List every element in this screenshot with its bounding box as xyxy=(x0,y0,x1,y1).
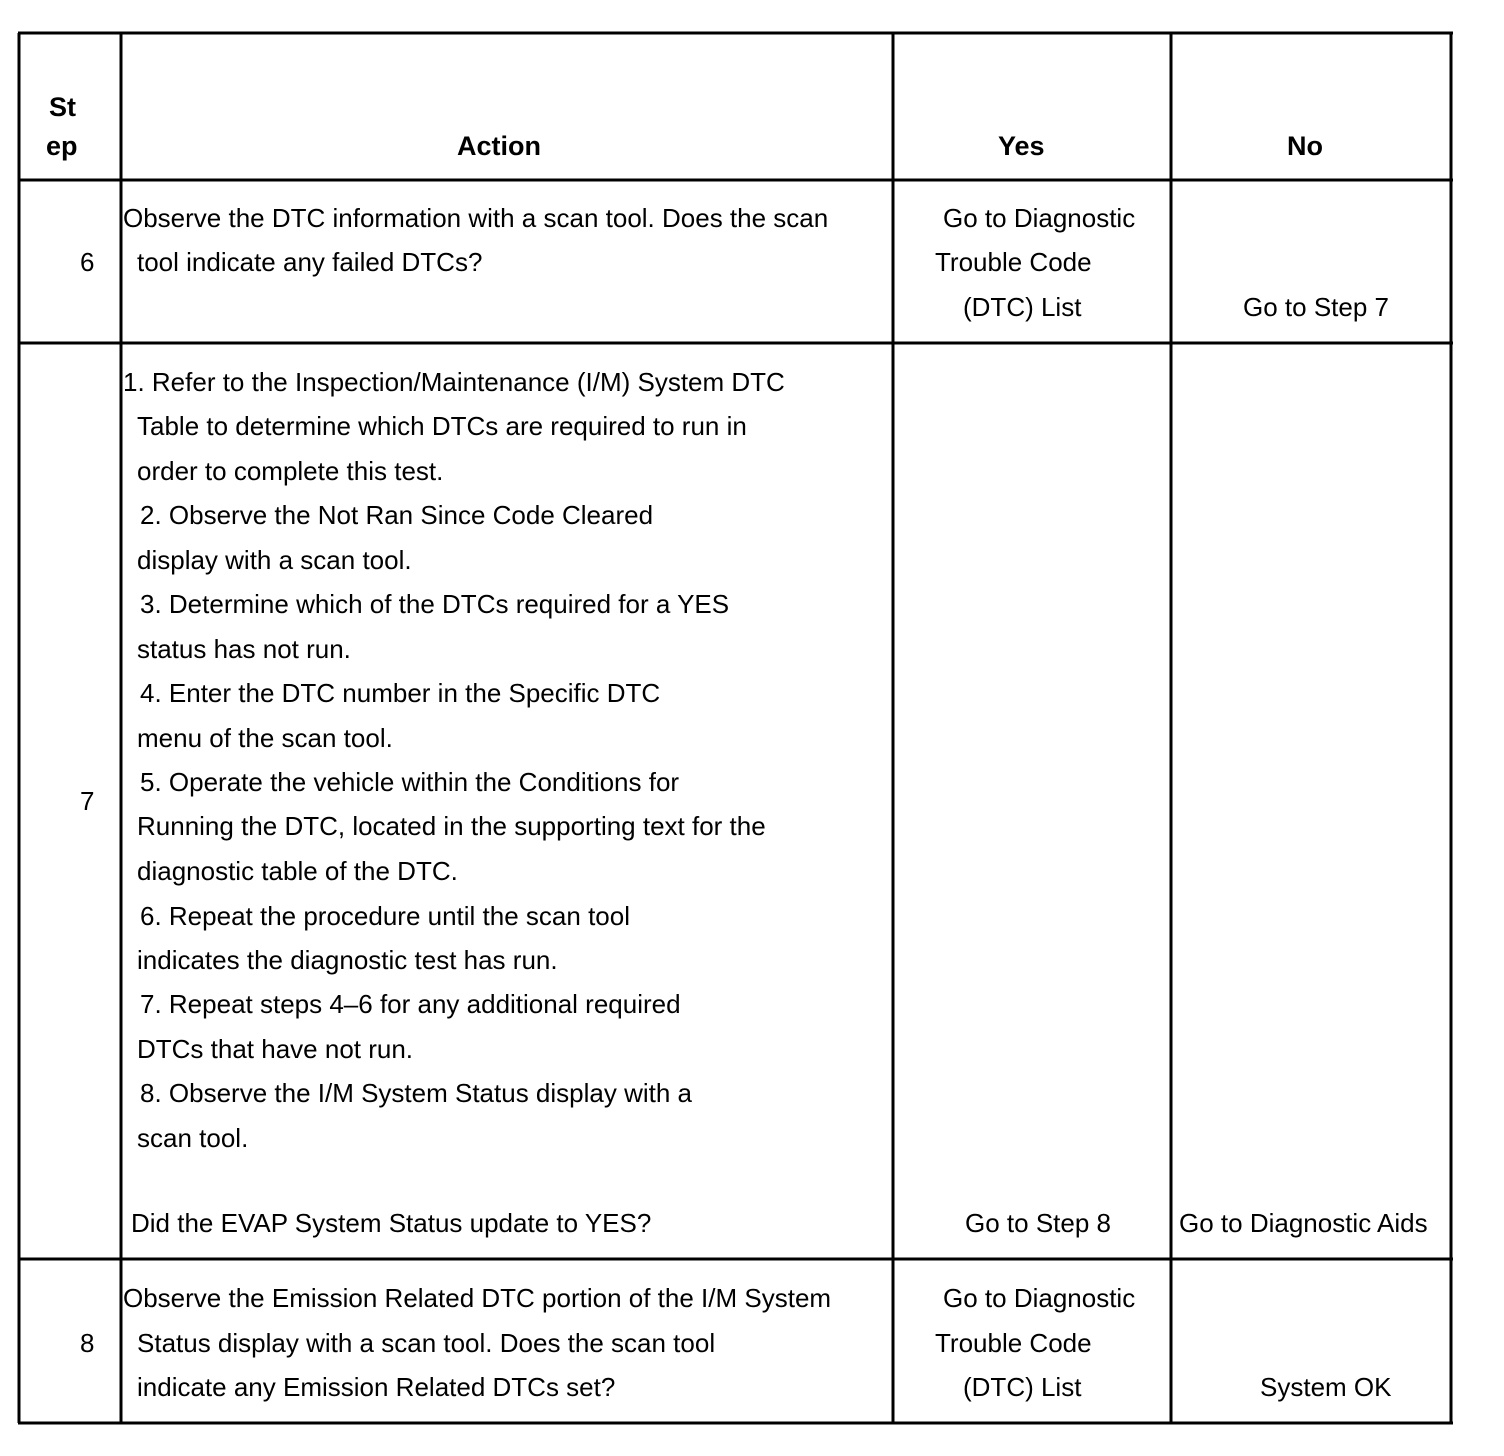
action-line: 3. Determine which of the DTCs required for a YES xyxy=(140,589,730,619)
action-line: 2. Observe the Not Ran Since Code Cleared xyxy=(140,500,654,530)
step-number: 6 xyxy=(80,247,95,277)
step-number: 8 xyxy=(80,1328,95,1358)
action-line: tool indicate any failed DTCs? xyxy=(137,247,483,277)
action-line: indicates the diagnostic test has run. xyxy=(137,945,558,975)
action-line: Table to determine which DTCs are required to run in xyxy=(137,411,747,441)
action-line: 1. Refer to the Inspection/Maintenance (I/M) System DTC xyxy=(123,367,785,397)
action-line: menu of the scan tool. xyxy=(137,723,393,753)
action-line: Running the DTC, located in the supporting text for the xyxy=(137,811,766,841)
yes-line: Trouble Code xyxy=(935,247,1092,277)
action-line: indicate any Emission Related DTCs set? xyxy=(137,1372,616,1402)
no-cell: Go to Diagnostic Aids xyxy=(1179,1208,1428,1238)
header-step-line2: ep xyxy=(46,131,78,161)
action-line: 4. Enter the DTC number in the Specific DTC xyxy=(140,678,661,708)
action-line: DTCs that have not run. xyxy=(137,1034,414,1064)
yes-line: Go to Diagnostic xyxy=(943,203,1136,233)
action-line: 5. Operate the vehicle within the Conditions for xyxy=(140,767,680,797)
header-no: No xyxy=(1287,131,1323,161)
action-line: diagnostic table of the DTC. xyxy=(137,856,458,886)
action-line: Observe the Emission Related DTC portion of the I/M System xyxy=(123,1283,832,1313)
action-question: Did the EVAP System Status update to YES? xyxy=(131,1208,652,1238)
action-line: display with a scan tool. xyxy=(137,545,412,575)
no-cell: Go to Step 7 xyxy=(1243,292,1389,322)
yes-line: (DTC) List xyxy=(963,1372,1082,1402)
yes-line: (DTC) List xyxy=(963,292,1082,322)
header-step-line1: St xyxy=(49,92,76,122)
action-line: 6. Repeat the procedure until the scan tool xyxy=(140,901,630,931)
step-number: 7 xyxy=(80,786,95,816)
action-line: 7. Repeat steps 4–6 for any additional required xyxy=(140,989,681,1019)
action-line: scan tool. xyxy=(137,1123,249,1153)
yes-line: Go to Diagnostic xyxy=(943,1283,1136,1313)
action-line: status has not run. xyxy=(137,634,351,664)
header-yes: Yes xyxy=(998,131,1045,161)
yes-cell: Go to Step 8 xyxy=(965,1208,1111,1238)
action-line: 8. Observe the I/M System Status display with a xyxy=(140,1078,693,1108)
action-line: Status display with a scan tool. Does the scan tool xyxy=(137,1328,716,1358)
header-action: Action xyxy=(457,131,541,161)
no-cell: System OK xyxy=(1260,1372,1392,1402)
yes-line: Trouble Code xyxy=(935,1328,1092,1358)
action-line: order to complete this test. xyxy=(137,456,444,486)
action-line: Observe the DTC information with a scan tool. Does the scan xyxy=(123,203,829,233)
